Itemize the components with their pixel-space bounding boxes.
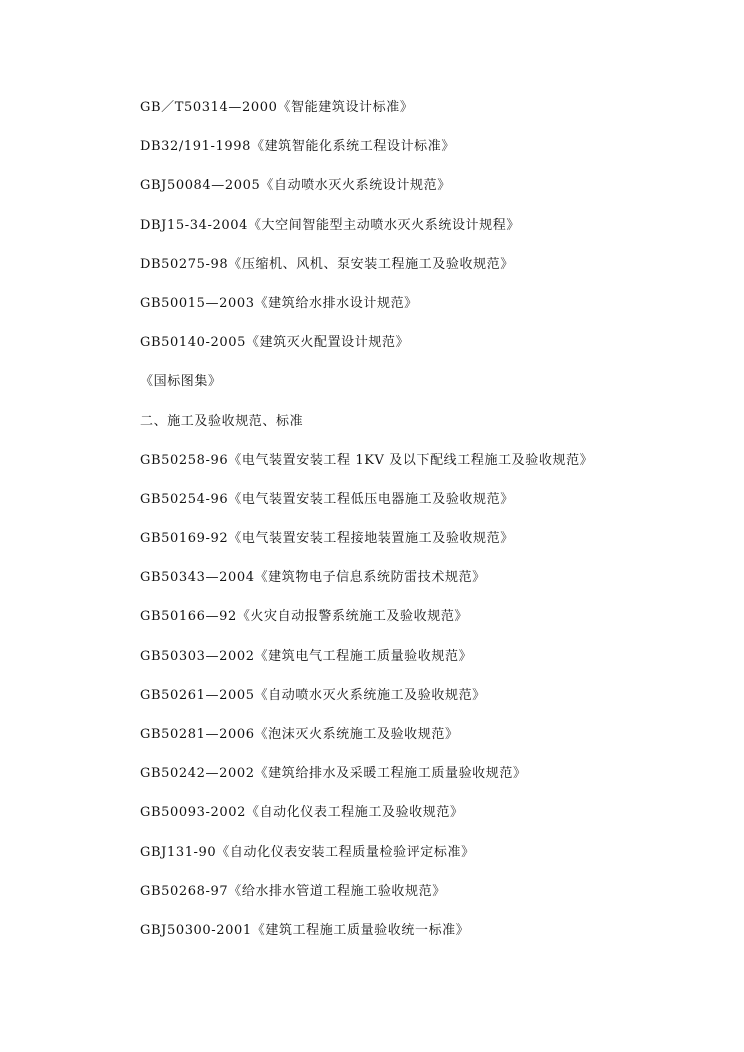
section-heading: 《国标图集》 — [140, 374, 222, 390]
standards-list — [140, 98, 720, 960]
list-item: GB50015—2003《建筑给水排水设计规范》 — [140, 295, 418, 311]
list-item: DB32/191-1998《建筑智能化系统工程设计标准》 — [140, 139, 455, 155]
list-item: GB50303—2002《建筑电气工程施工质量验收规范》 — [140, 648, 473, 664]
list-item: DB50275-98《压缩机、风机、泵安装工程施工及验收规范》 — [140, 256, 514, 272]
list-item: GBJ131-90《自动化仪表安装工程质量检验评定标准》 — [140, 844, 475, 860]
list-item: GB50343—2004《建筑物电子信息系统防雷技术规范》 — [140, 570, 486, 586]
list-item: DBJ15-34-2004《大空间智能型主动喷水灭火系统设计规程》 — [140, 217, 520, 233]
list-item: GBJ50300-2001《建筑工程施工质量验收统一标准》 — [140, 922, 470, 938]
list-item: GB50093-2002《自动化仪表工程施工及验收规范》 — [140, 805, 464, 821]
list-item: GB50254-96《电气装置安装工程低压电器施工及验收规范》 — [140, 491, 514, 507]
list-item: GB50261—2005《自动喷水灭火系统施工及验收规范》 — [140, 687, 486, 703]
list-item: GB50166—92《火灾自动报警系统施工及验收规范》 — [140, 609, 469, 625]
list-item: GB／T50314—2000《智能建筑设计标准》 — [140, 100, 414, 115]
list-item: GB50242—2002《建筑给排水及采暖工程施工质量验收规范》 — [140, 766, 527, 782]
list-item: GB50268-97《给水排水管道工程施工验收规范》 — [140, 883, 446, 899]
list-item: GB50258-96《电气装置安装工程 1KV 及以下配线工程施工及验收规范》 — [140, 452, 594, 468]
list-item: GBJ50084—2005《自动喷水灭火系统设计规范》 — [140, 178, 451, 194]
section-heading: 二、施工及验收规范、标准 — [140, 413, 304, 429]
list-item: GB50281—2006《泡沫灭火系统施工及验收规范》 — [140, 727, 459, 742]
list-item: GB50140-2005《建筑灭火配置设计规范》 — [140, 335, 410, 351]
list-item: GB50169-92《电气装置安装工程接地装置施工及验收规范》 — [140, 531, 514, 547]
